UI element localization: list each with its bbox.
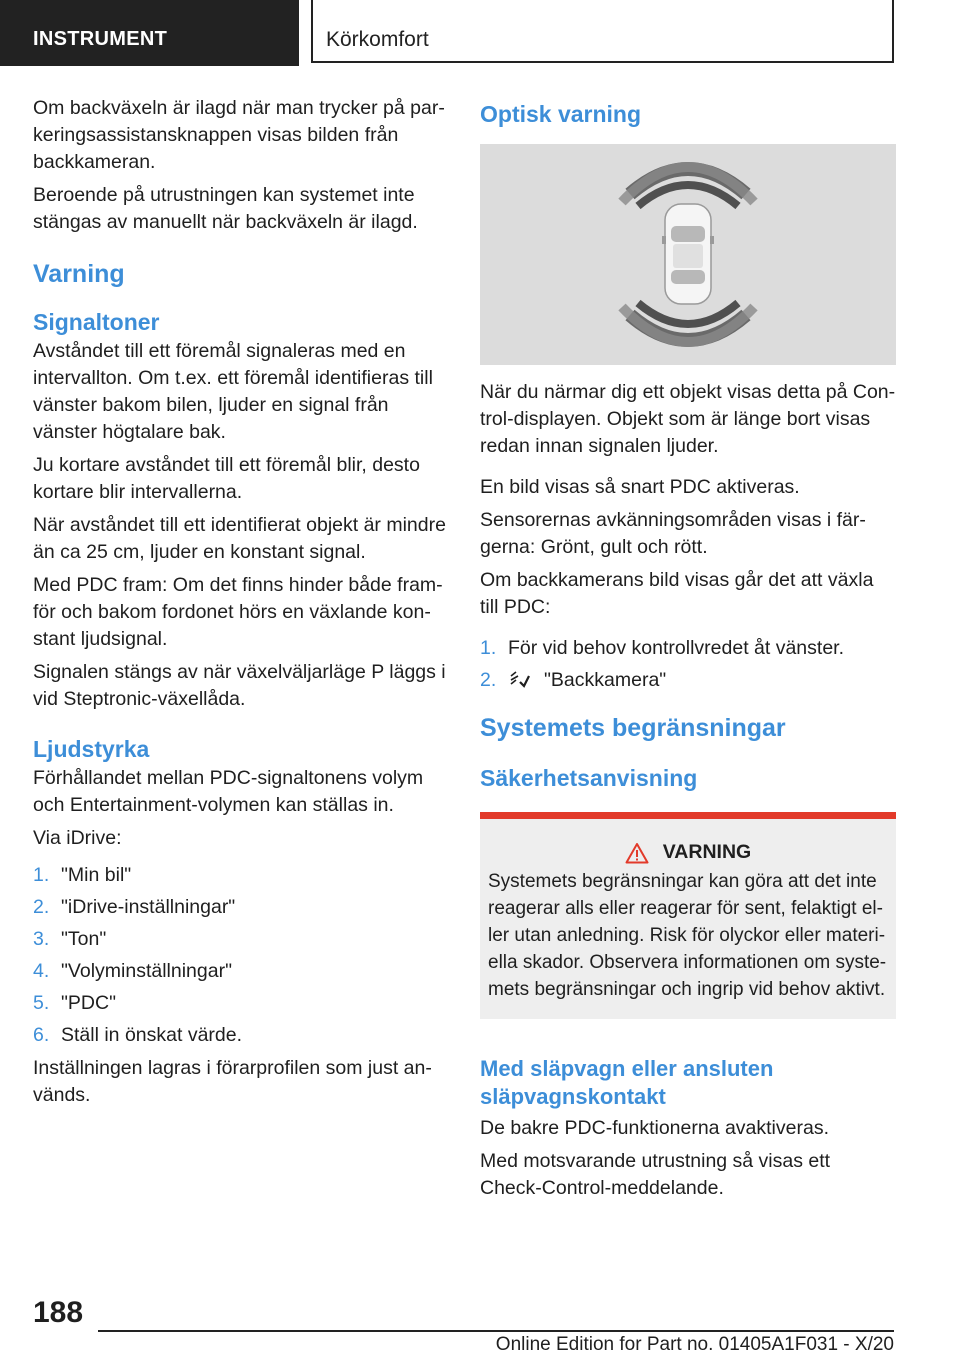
ljudstyrka-heading: Ljudstyrka xyxy=(33,736,150,762)
step-number: 1. xyxy=(33,864,50,886)
warning-triangle-icon xyxy=(625,842,649,864)
section-label: INSTRUMENT xyxy=(33,28,168,50)
list-item xyxy=(33,990,447,1017)
optisk-varning-heading: Optisk varning xyxy=(480,101,642,127)
step-text: "Volyminställningar" xyxy=(61,960,233,982)
idrive-steps-list xyxy=(33,862,447,1049)
step-text: "Ton" xyxy=(61,928,107,950)
section-tab xyxy=(0,0,299,66)
step-number: 2. xyxy=(480,669,497,691)
warning-title-row xyxy=(488,841,888,864)
step-number: 1. xyxy=(480,637,497,659)
signaltoner-heading: Signaltoner xyxy=(33,309,160,335)
signaltoner-paragraph-4: Med PDC fram: Om det finns hinder både framför och bakom fordonet hörs en växlande konstant ljudsignal. xyxy=(33,574,443,650)
pdc-switch-steps-list xyxy=(480,635,896,694)
optisk-paragraph-3: Sensorernas avkänningsområden visas i färgerna: Grönt, gult och rött. xyxy=(480,509,866,558)
page-number: 188 xyxy=(33,1296,84,1329)
signaltoner-paragraph-3: När avståndet till ett identifierat objekt är mindre än ca 25 cm, ljuder en konstant signal. xyxy=(33,514,446,563)
footer-divider xyxy=(98,1330,894,1332)
step-text: "PDC" xyxy=(61,992,117,1014)
signaltoner-paragraph-2: Ju kortare avståndet till ett föremål blir, desto kortare blir intervallerna. xyxy=(33,454,420,503)
step-text: "Min bil" xyxy=(61,864,132,886)
step-text: "Backkamera" xyxy=(544,669,667,691)
varning-heading: Varning xyxy=(33,260,125,288)
optisk-paragraph-4: Om backkamerans bild visas går det att växla till PDC: xyxy=(480,569,874,618)
ljudstyrka-paragraph-3: Inställningen lagras i förarprofilen som just används. xyxy=(33,1057,432,1106)
step-text: "iDrive-inställningar" xyxy=(61,896,236,918)
intro-paragraph-2: Beroende på utrustningen kan systemet inte stängas av manuellt när backväxeln är ilagd. xyxy=(33,184,418,233)
step-number: 6. xyxy=(33,1024,50,1046)
chapter-tab xyxy=(311,0,894,63)
chapter-label: Körkomfort xyxy=(326,28,429,51)
list-item xyxy=(480,667,896,694)
camera-parking-icon xyxy=(508,670,530,690)
step-text: För vid behov kontrollvredet åt vänster. xyxy=(508,637,845,659)
step-number: 3. xyxy=(33,928,50,950)
signaltoner-paragraph-5: Signalen stängs av när växelväljarläge P läggs i vid Steptronic-växellåda. xyxy=(33,661,446,710)
optisk-paragraph-2: En bild visas så snart PDC aktiveras. xyxy=(480,476,800,498)
warning-box xyxy=(480,812,896,1019)
intro-paragraph-1: Om backväxeln är ilagd när man trycker på parkeringsassistansknappen visas bilden från backkameran. xyxy=(33,97,445,173)
sakerhet-heading: Säkerhetsanvisning xyxy=(480,765,698,791)
pdc-display-illustration xyxy=(480,144,896,365)
optisk-paragraph-1: När du närmar dig ett objekt visas detta på Control-displayen. Objekt som är länge bort visas redan innan signalen ljuder. xyxy=(480,381,896,457)
step-number: 5. xyxy=(33,992,50,1014)
ljudstyrka-paragraph-2: Via iDrive: xyxy=(33,827,122,849)
edition-footer: Online Edition for Part no. 01405A1F031 - X/20 xyxy=(495,1334,894,1355)
step-text: Ställ in önskat värde. xyxy=(61,1024,243,1046)
list-item xyxy=(33,894,447,921)
slapvagn-paragraph-2: Med motsvarande utrustning så visas ett Check-Control-meddelande. xyxy=(480,1150,831,1199)
slapvagn-heading: Med släpvagn eller ansluten släpvagnskontakt xyxy=(480,1056,774,1109)
list-item xyxy=(33,926,447,953)
step-number: 4. xyxy=(33,960,50,982)
right-column xyxy=(480,100,896,1208)
signaltoner-paragraph-1: Avståndet till ett föremål signaleras med en intervallton. Om t.ex. ett föremål identifieras till vänster bakom bilen, ljuder en signal från vänster högtalare bak. xyxy=(33,340,433,443)
list-item xyxy=(33,958,447,985)
warning-text: Systemets begränsningar kan göra att det inte reagerar alls eller reagerar för sent, felaktigt eller utan anledning. Risk för olyckor eller materiella skador. Observera informationen om systemets begränsningar och ingrip vid behov aktivt. xyxy=(488,871,887,1000)
left-column xyxy=(33,95,447,1115)
list-item xyxy=(33,862,447,889)
step-number: 2. xyxy=(33,896,50,918)
ljudstyrka-paragraph-1: Förhållandet mellan PDC-signaltonens volym och Entertainment-volymen kan ställas in. xyxy=(33,767,424,816)
warning-title: VARNING xyxy=(662,841,752,863)
list-item xyxy=(480,635,896,662)
list-item xyxy=(33,1022,447,1049)
begransningar-heading: Systemets begränsningar xyxy=(480,714,786,742)
slapvagn-paragraph-1: De bakre PDC-funktionerna avaktiveras. xyxy=(480,1117,829,1139)
